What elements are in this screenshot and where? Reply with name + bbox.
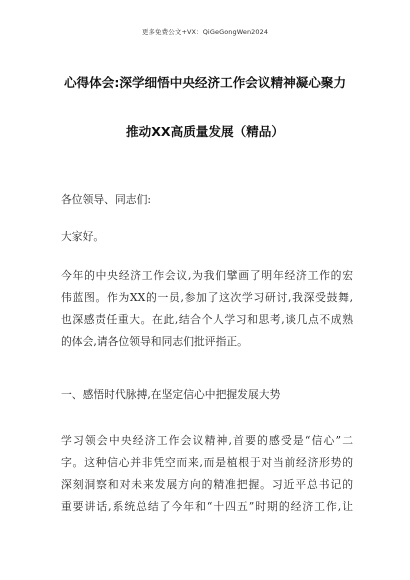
body-line: 字。这种信心并非凭空而来,而是植根于对当前经济形势的 [61,456,353,469]
document-title-line-1: 心得体会:深学细悟中央经济工作会议精神凝心聚力 [63,75,347,90]
section-heading: 一、感悟时代脉搏,在坚定信心中把握发展大势 [61,388,281,401]
intro-paragraph [61,265,353,353]
document-title-line-2: 推动XX高质量发展（精品） [126,124,284,139]
body-line: 深刻洞察和对未来发展方向的精准把握。习近平总书记的 [61,478,353,491]
body-line: 学习领会中央经济工作会议精神,首要的感受是“信心”二 [61,434,353,447]
body-paragraph [61,430,353,518]
salutation: 大家好。 [61,230,105,243]
header-note: 更多免费公文+VX：QiGeGongWen2024 [141,28,269,36]
intro-line: 伟蓝图。作为XX的一员,参加了这次学习研讨,我深受鼓舞, [61,291,353,304]
intro-line: 的体会,请各位领导和同志们批评指正。 [61,335,248,348]
greeting: 各位领导、同志们: [61,193,152,206]
intro-line: 今年的中央经济工作会议,为我们擘画了明年经济工作的宏 [61,269,353,282]
intro-line: 也深感责任重大。在此,结合个人学习和思考,谈几点不成熟 [61,313,353,326]
body-line: 重要讲话,系统总结了今年和“十四五”时期的经济工作,让 [61,500,353,513]
